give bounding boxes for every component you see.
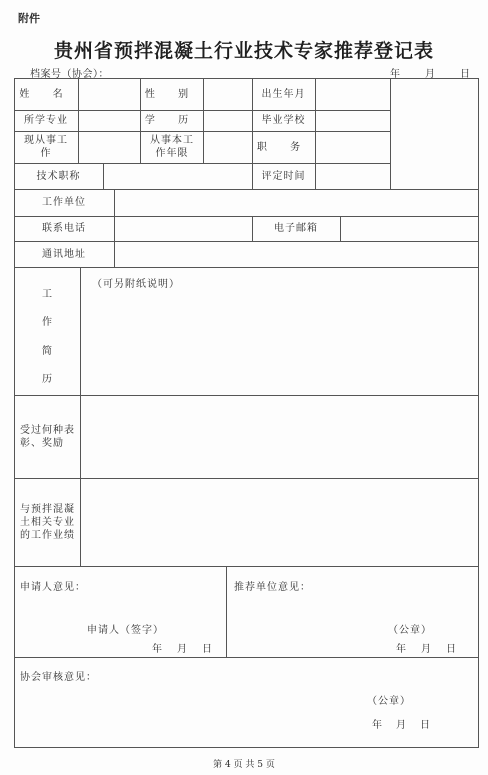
label-awards: 受过何种表彰、奖励 <box>20 425 75 449</box>
achievements-field[interactable] <box>81 479 478 566</box>
recommender-date <box>396 640 456 655</box>
label-position: 职 务 <box>256 141 311 153</box>
label-major: 所学专业 <box>24 115 68 126</box>
label-email: 电子邮箱 <box>274 223 318 234</box>
association-date-year: 年 <box>372 720 382 731</box>
applicant-date-year: 年 <box>152 644 162 655</box>
applicant-sign-label: 申请人（签字） <box>87 625 164 636</box>
applicant-date-day: 日 <box>202 644 212 655</box>
association-date <box>372 716 430 731</box>
association-date-month: 月 <box>396 720 406 731</box>
label-eval-time: 评定时间 <box>261 170 306 182</box>
association-opinion-field[interactable] <box>15 682 355 742</box>
recommender-seal-label: （公章） <box>388 625 432 636</box>
recommender-date-month: 月 <box>421 644 431 655</box>
label-education: 学 历 <box>144 115 199 126</box>
recommender-opinion-field[interactable] <box>227 592 478 617</box>
applicant-date <box>152 640 212 655</box>
birth-field[interactable] <box>316 79 390 110</box>
resume-field[interactable] <box>81 290 478 395</box>
employer-field[interactable] <box>115 190 478 216</box>
resume-char-2: 作 <box>42 317 52 329</box>
label-name: 姓 名 <box>19 88 73 100</box>
resume-char-1: 工 <box>42 289 52 300</box>
tech-title-field[interactable] <box>104 164 252 189</box>
label-achievements: 与预拌混凝土相关专业的工作业绩 <box>20 503 75 541</box>
phone-field[interactable] <box>115 217 252 241</box>
education-field[interactable] <box>204 111 252 131</box>
label-address: 通讯地址 <box>42 248 86 260</box>
resume-char-4: 历 <box>42 373 52 385</box>
eval-time-field[interactable] <box>316 164 390 189</box>
email-field[interactable] <box>341 217 478 241</box>
label-employer: 工作单位 <box>42 197 86 208</box>
association-date-day: 日 <box>420 720 430 731</box>
archive-number-label: 档案号（协会）： <box>30 69 109 80</box>
photo-area[interactable] <box>391 79 478 189</box>
label-resume <box>14 285 80 385</box>
applicant-date-month: 月 <box>177 644 187 655</box>
recommender-date-day: 日 <box>446 644 456 655</box>
header-date-month: 月 <box>425 69 435 80</box>
label-birth: 出生年月 <box>261 88 306 100</box>
label-school: 毕业学校 <box>261 115 306 126</box>
label-phone: 联系电话 <box>42 223 86 234</box>
work-years-field[interactable] <box>204 132 252 163</box>
major-field[interactable] <box>79 111 140 131</box>
gender-field[interactable] <box>204 79 252 110</box>
page-number: 第 4 页 共 5 页 <box>213 760 275 770</box>
header-date-day: 日 <box>460 69 470 80</box>
position-field[interactable] <box>316 132 390 163</box>
current-work-field[interactable] <box>79 132 140 163</box>
label-gender: 性 别 <box>144 88 199 100</box>
label-work-years: 从事本工作年限 <box>150 135 194 159</box>
recommender-date-year: 年 <box>396 644 406 655</box>
resume-char-3: 简 <box>42 345 52 357</box>
awards-field[interactable] <box>81 396 478 478</box>
school-field[interactable] <box>316 111 390 131</box>
header-date-year: 年 <box>390 69 400 80</box>
name-field[interactable] <box>79 79 140 110</box>
attachment-label: 附件 <box>18 12 40 25</box>
label-current-work: 现从事工作 <box>24 135 68 159</box>
label-applicant-opinion: 申请人意见： <box>20 582 86 593</box>
label-association-opinion: 协会审核意见： <box>20 672 97 683</box>
label-recommender-opinion: 推荐单位意见： <box>234 582 311 593</box>
association-seal-label: （公章） <box>367 696 411 707</box>
applicant-opinion-field[interactable] <box>15 592 226 617</box>
address-field[interactable] <box>115 242 478 267</box>
resume-note: （可另附纸说明） <box>92 279 180 290</box>
form-title: 贵州省预拌混凝土行业技术专家推荐登记表 <box>53 40 434 62</box>
label-tech-title: 技术职称 <box>36 170 81 182</box>
